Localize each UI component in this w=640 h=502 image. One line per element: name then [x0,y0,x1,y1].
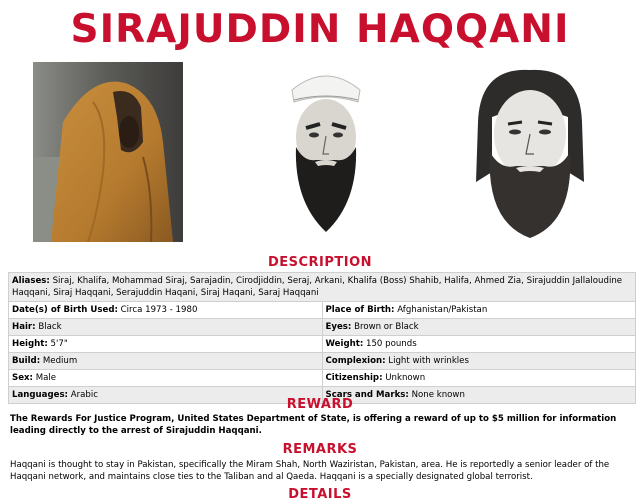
row-label: Scars and Marks: [325,390,409,400]
remarks-text: Haqqani is thought to stay in Pakistan, specifically the Miram Shah, North Waziristan, Pakistan, area. He is reportedly a senior leader of the Haqqani network, and maintains close ties to the Taliban and al Qaeda. Haqqani is a specially designated global terrorist. [10,460,610,482]
table-row [9,302,636,319]
sketch-with-cap [270,62,382,242]
photo-person-in-blanket [33,62,183,242]
aliases-label: Aliases: [12,276,50,286]
row-label: Place of Birth: [325,305,395,315]
row-value: Arabic [70,390,98,400]
aliases-cell [9,273,636,302]
table-row [9,370,636,387]
remarks-heading: REMARKS [282,442,358,457]
aliases-value: Siraj, Khalifa, Mohammad Siraj, Sarajadin, Cirodjiddin, Seraj, Arkani, Khalifa (Boss) Shahib, Halifa, Ahmed Zia, Sirajuddin Jallaloudine Haqqani, Siraj Haqqani, Serajuddin Haqani, Siraj Haqani, Saraj Haqqani [12,276,623,298]
row-label: Hair: [12,322,36,332]
row-value: Unknown [385,373,426,383]
table-row [9,319,636,336]
table-row [9,353,636,370]
row-label: Languages: [12,390,68,400]
row-label: Complexion: [325,356,386,366]
reward-heading: REWARD [286,397,354,412]
table-row [9,336,636,353]
row-value: Male [35,373,57,383]
row-label: Date(s) of Birth Used: [12,305,118,315]
row-value: Light with wrinkles [388,356,469,366]
sketch-with-long-hair [460,62,600,242]
row-value: Brown or Black [354,322,419,332]
row-label: Build: [12,356,41,366]
poster-title: SIRAJUDDIN HAQQANI [70,7,570,52]
row-label: Weight: [325,339,364,349]
table-row [9,273,636,302]
details-heading: DETAILS [288,487,352,502]
row-label: Height: [12,339,48,349]
row-value: Medium [42,356,78,366]
description-table [8,272,636,404]
reward-text: The Rewards For Justice Program, United States Department of State, is offering a reward of up to $5 million for information leading directly to the arrest of Sirajuddin Haqqani. [10,414,617,436]
row-label: Sex: [12,373,33,383]
row-value: 5'7" [50,339,68,349]
description-heading: DESCRIPTION [267,255,373,270]
row-label: Eyes: [325,322,352,332]
row-value: Afghanistan/Pakistan [397,305,488,315]
row-value: 150 pounds [366,339,417,349]
row-value: None known [411,390,465,400]
row-label: Citizenship: [325,373,383,383]
row-value: Circa 1973 - 1980 [120,305,198,315]
row-value: Black [38,322,62,332]
